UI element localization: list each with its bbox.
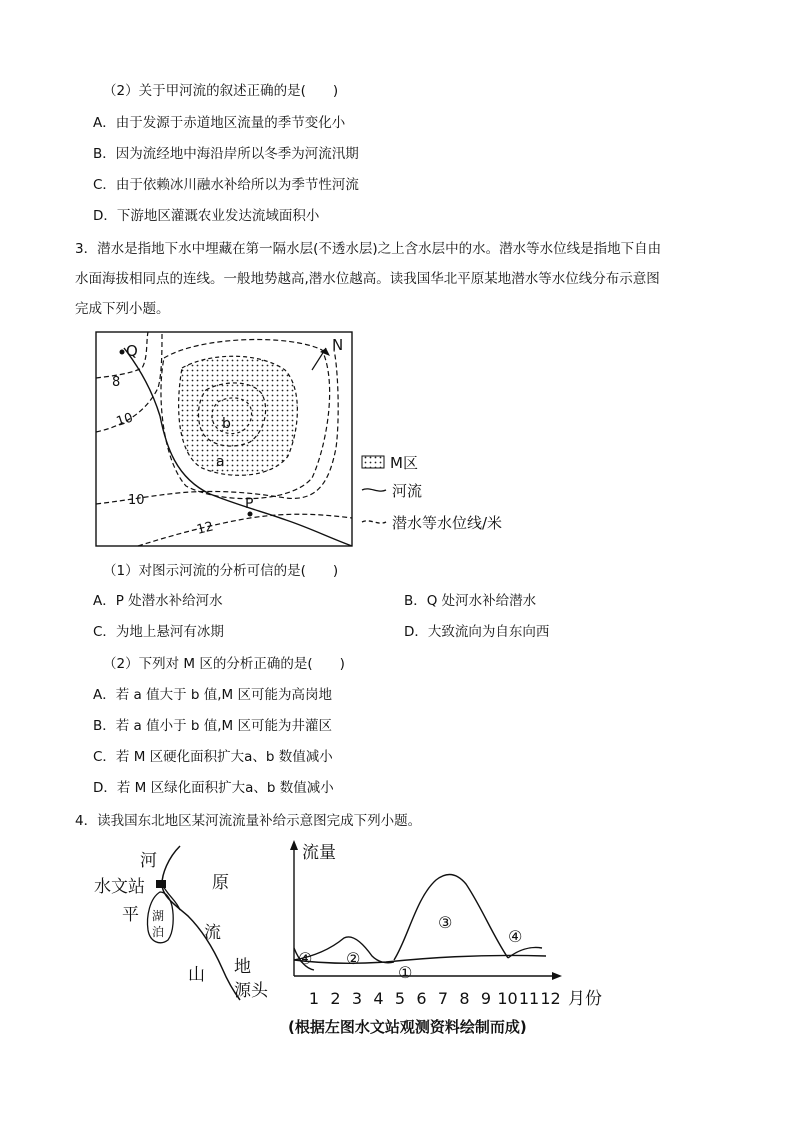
- q2-option-c: C．由于依赖冰川融水补给所以为季节性河流: [93, 177, 359, 193]
- x-tick-label: 7: [437, 989, 449, 1008]
- point-p-label: P: [245, 496, 254, 512]
- north-label: N: [332, 336, 344, 354]
- map-label-hu: 湖: [152, 909, 165, 923]
- map-legend: [358, 450, 558, 540]
- q3-sub2-option-b: B．若 a 值小于 b 值,M 区可能为井灌区: [93, 718, 332, 734]
- x-tick-label: 12: [540, 989, 561, 1008]
- q2-option-d: D．下游地区灌溉农业发达流域面积小: [93, 208, 320, 224]
- river-flow-chart: [286, 838, 616, 1042]
- q3-sub1-option-d: D．大致流向为自东向西: [404, 624, 550, 640]
- legend-m-zone-swatch: [362, 456, 384, 468]
- x-axis-label: 月份: [568, 989, 602, 1009]
- q3-sub2-stem: （2）下列对 M 区的分析正确的是( ): [103, 656, 345, 672]
- x-tick-label: 8: [459, 989, 470, 1008]
- hydrological-station-marker: [156, 880, 166, 888]
- x-tick-label: 3: [351, 989, 363, 1008]
- map-label-ping: 平: [122, 905, 139, 925]
- x-tick-label: 2: [330, 989, 341, 1008]
- series-label-1: ①: [398, 963, 413, 982]
- point-b-label: b: [222, 416, 231, 432]
- x-tick-label: 6: [416, 989, 427, 1008]
- contour-12: [138, 514, 352, 546]
- q2-sub2-stem: （2）关于甲河流的叙述正确的是( ): [103, 83, 339, 99]
- map-label-station: 水文站: [94, 877, 145, 897]
- legend-river-swatch: [362, 489, 386, 491]
- legend-river-label: 河流: [392, 482, 423, 500]
- point-q-label: Q: [126, 342, 138, 360]
- q2-option-a: A．由于发源于赤道地区流量的季节变化小: [93, 115, 346, 131]
- q3-sub1-stem: （1）对图示河流的分析可信的是( ): [103, 563, 339, 579]
- point-a-label: a: [216, 454, 225, 470]
- map-label-liu: 流: [204, 923, 221, 943]
- map-label-source: 源头: [234, 981, 268, 1001]
- legend-m-zone-label: M区: [390, 454, 418, 472]
- q3-intro-line-1: 3．潜水是指地下水中埋藏在第一隔水层(不透水层)之上含水层中的水。潜水等水位线是指地下自由: [75, 241, 662, 257]
- series-label-2: ②: [346, 949, 361, 968]
- x-tick-label: 5: [394, 989, 406, 1008]
- map-label-di: 地: [234, 957, 251, 977]
- legend-contour-label: 潜水等水位线/米: [392, 514, 503, 532]
- curve-groundwater-1: [294, 955, 546, 963]
- point-q-marker: [120, 350, 125, 355]
- q3-intro-line-3: 完成下列小题。: [75, 301, 170, 317]
- x-tick-label: 1: [308, 989, 320, 1008]
- q3-sub1-option-c: C．为地上悬河有冰期: [93, 624, 224, 640]
- x-tick-label: 9: [480, 989, 492, 1008]
- groundwater-contour-map: [90, 328, 360, 550]
- series-label-4-left: ④: [298, 949, 313, 968]
- y-axis-label: 流量: [302, 843, 336, 863]
- series-label-3: ③: [438, 913, 453, 932]
- q2-option-b: B．因为流经地中海沿岸所以冬季为河流汛期: [93, 146, 359, 162]
- m-zone: [179, 356, 298, 475]
- x-tick-label: 11: [518, 989, 540, 1008]
- x-tick-label: 10: [497, 989, 518, 1008]
- x-axis-arrow: [552, 972, 562, 980]
- q3-sub2-option-c: C．若 M 区硬化面积扩大a、b 数值减小: [93, 749, 333, 765]
- q3-sub2-option-d: D．若 M 区绿化面积扩大a、b 数值减小: [93, 780, 334, 796]
- map-label-po: 泊: [152, 925, 165, 939]
- map-label-yuan: 原: [212, 873, 229, 893]
- point-p-marker: [248, 512, 253, 517]
- x-tick-label: 4: [373, 989, 384, 1008]
- chart-caption: (根据左图水文站观测资料绘制而成): [288, 1018, 527, 1036]
- y-axis-arrow: [290, 840, 298, 850]
- q3-sub2-option-a: A．若 a 值大于 b 值,M 区可能为高岗地: [93, 687, 332, 703]
- x-tick-labels: [309, 989, 561, 1008]
- q3-sub1-option-b: B．Q 处河水补给潜水: [404, 593, 537, 609]
- contour-label-10-lower: 10: [128, 493, 145, 508]
- river-sketch-map: [88, 840, 288, 1010]
- q4-intro: 4．读我国东北地区某河流流量补给示意图完成下列小题。: [75, 813, 422, 829]
- legend-contour-swatch: [362, 521, 386, 523]
- series-label-4-right: ④: [508, 927, 523, 946]
- contour-label-8: 8: [112, 375, 121, 390]
- contour-label-10-upper: 10: [114, 410, 135, 430]
- q3-sub1-option-a: A．P 处潜水补给河水: [93, 593, 223, 609]
- contour-label-12: 12: [195, 519, 216, 538]
- map-label-shan: 山: [188, 965, 205, 985]
- q3-intro-line-2: 水面海拔相同点的连线。一般地势越高,潜水位越高。读我国华北平原某地潜水等水位线分布示意图: [75, 271, 660, 287]
- map-label-he: 河: [140, 851, 157, 871]
